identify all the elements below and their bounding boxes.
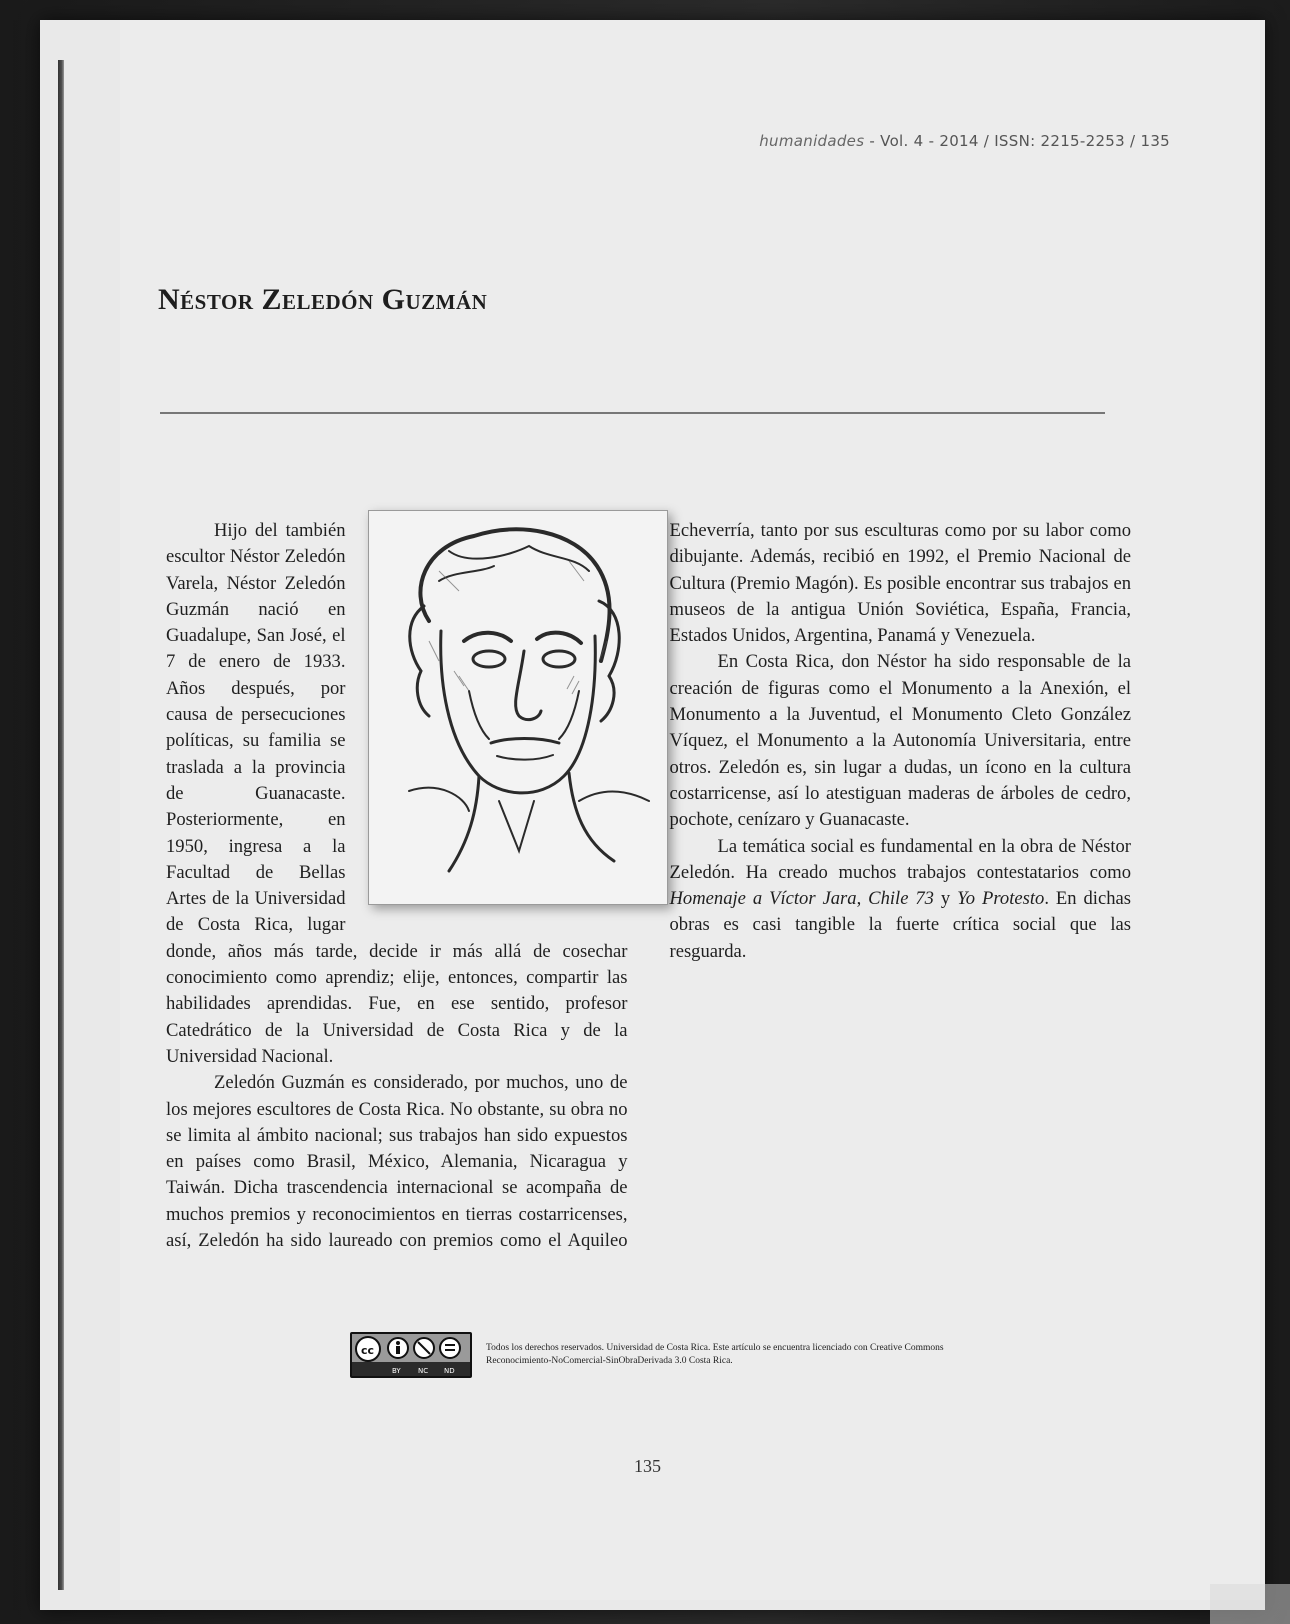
binding-edge <box>58 60 64 1590</box>
page-number: 135 <box>634 1456 661 1476</box>
journal-citation: - Vol. 4 - 2014 / ISSN: 2215-2253 / 135 <box>864 132 1170 150</box>
paragraph-text: . En dichas obras es casi tangible la fuerte crítica social que las resguarda. <box>669 888 1132 962</box>
license-text: Todos los derechos reservados. Universidad de Costa Rica. Este artículo se encuentra licenciado con Creative Commons Reconocimiento-NoComercial-SinObraDerivada 3.0 Costa Rica. <box>486 1343 944 1366</box>
body-paragraph: Zeledón Guzmán es considerado, por muchos, uno de los mejores escultores de Costa Rica. No obstante, su obra no se limita al ámbito nacional; sus trabajos han sido expuestos en países como Brasil, México, Alemania, Nicaragua y Taiwán. Dicha trascendencia internacional se acompaña de muchos premios y reconocimientos en tierras costarricenses, así, Zeledón ha sido laureado con premios como el Aquileo Echeverría, tanto por sus esculturas como por su labor como dibujante. Además, recibió en 1992, el Premio Nacional de Cultura (Premio Magón). Es posible encontrar sus trabajos en museos de la antigua Unión Soviética, España, Francia, Estados Unidos, Argentina, Panamá y Venezuela. <box>166 520 1131 1252</box>
license-block <box>350 1332 966 1378</box>
work-title: Yo Protesto <box>957 888 1045 910</box>
cc-badge-label: BY <box>392 1367 401 1375</box>
paper-corner <box>1210 1584 1290 1624</box>
work-title: Homenaje a Víctor Jara <box>669 888 857 910</box>
work-title: Chile 73 <box>868 888 934 910</box>
cc-badge-label: ND <box>444 1367 455 1375</box>
journal-logo: humanidades <box>759 132 865 150</box>
paragraph-text: La temática social es fundamental en la obra de Néstor Zeledón. Ha creado muchos trabajos contestatarios como <box>669 835 1131 883</box>
cc-by-nc-nd-icon <box>352 1334 470 1376</box>
title-divider <box>160 412 1105 414</box>
svg-text:cc: cc <box>361 1344 375 1357</box>
cc-badge-label: NC <box>418 1367 429 1375</box>
separator: y <box>933 888 958 910</box>
separator: , <box>856 888 869 910</box>
body-paragraph <box>670 834 1132 965</box>
body-paragraph: En Costa Rica, don Néstor ha sido responsable de la creación de figuras como el Monumento a la Anexión, el Monumento a la Juventud, el Monumento Cleto González Víquez, el Monumento a la Autonomía Universitaria, entre otros. Zeledón es, sin lugar a dudas, un ícono en la cultura costarricense, así lo atestiguan maderas de árboles de cedro, pochote, cenízaro y Guanacaste. <box>669 651 1131 831</box>
portrait-sketch <box>369 511 667 904</box>
portrait-illustration <box>368 510 668 905</box>
journal-page <box>120 20 1260 1600</box>
running-header <box>759 132 1170 150</box>
article-title: Néstor Zeledón Guzmán <box>158 283 488 316</box>
creative-commons-badge <box>350 1332 472 1378</box>
body-paragraph: Hijo del también escultor Néstor Zeledón Varela, Néstor Zeledón Guzmán nació en Guadalupe, San José, el 7 de enero de 1933. Años después, por causa de persecuciones políticas, su familia se traslada a la provincia de Guanacaste. Posteriormente, en 1950, ingresa a la Facultad de Bellas Artes de la Universidad de Costa Rica, lugar donde, años más tarde, decide ir más allá de cosechar conocimiento como aprendiz; elije, entonces, compartir las habilidades aprendidas. Fue, en ese sentido, profesor Catedrático de la Universidad de Costa Rica y de la Universidad Nacional. <box>166 520 628 1067</box>
article-body <box>166 518 1131 1278</box>
